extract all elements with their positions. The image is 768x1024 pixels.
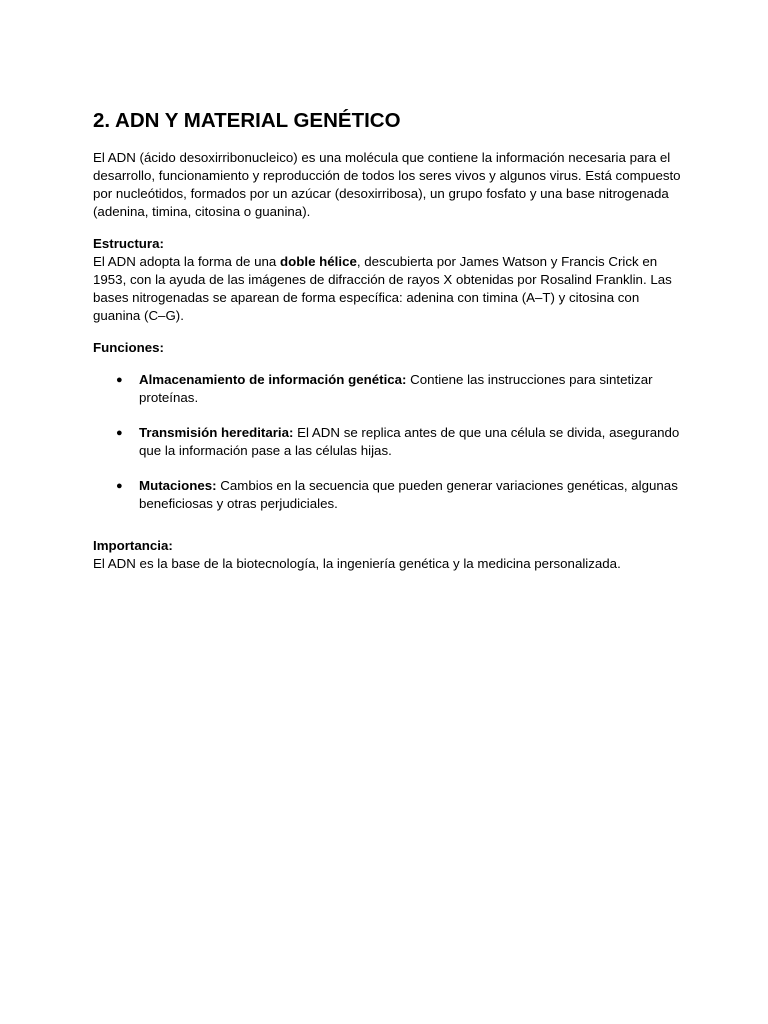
list-item-term: Transmisión hereditaria: [139,425,294,440]
bullet-icon: ● [116,374,123,386]
list-item-term: Mutaciones: [139,478,217,493]
list-item [93,371,683,407]
importancia-paragraph: El ADN es la base de la biotecnología, la ingeniería genética y la medicina personalizada. [93,556,621,571]
document-page [93,106,683,573]
list-item [93,477,683,513]
list-item-text: Contiene las instrucciones para sintetizar proteínas. [139,372,653,405]
list-item-term: Almacenamiento de información genética: [139,372,407,387]
estructura-paragraph [93,253,683,325]
estructura-text-before: El ADN adopta la forma de una [93,254,281,269]
page-title: 2. ADN Y MATERIAL GENÉTICO [93,109,401,132]
estructura-heading: Estructura: [93,236,164,251]
bullet-icon: ● [116,427,123,439]
list-item-text: El ADN se replica antes de que una célula se divida, asegurando que la información pase a las células hijas. [139,425,680,458]
estructura-bold-term: doble hélice [280,254,357,269]
intro-paragraph: El ADN (ácido desoxirribonucleico) es una molécula que contiene la información necesaria para el desarrollo, funcionamiento y reproducción de todos los seres vivos y algunos virus. Está compuesto por nucleótidos, formados por un azúcar (desoxirribosa), un grupo fosfato y una base nitrogenada (adenina, timina, citosina o guanina). [93,150,681,219]
list-item [93,424,683,460]
bullet-icon: ● [116,480,123,492]
list-item-text: Cambios en la secuencia que pueden generar variaciones genéticas, algunas beneficiosas y otras perjudiciales. [139,478,678,511]
importancia-heading: Importancia: [93,538,173,553]
funciones-list [93,371,683,513]
funciones-heading: Funciones: [93,340,164,355]
estructura-text-after: , descubierta por James Watson y Francis Crick en 1953, con la ayuda de las imágenes de difracción de rayos X obtenidas por Rosalind Franklin. Las bases nitrogenadas se aparean de forma específica: adenina con timina (A–T) y citosina con guanina (C–G). [93,254,672,323]
